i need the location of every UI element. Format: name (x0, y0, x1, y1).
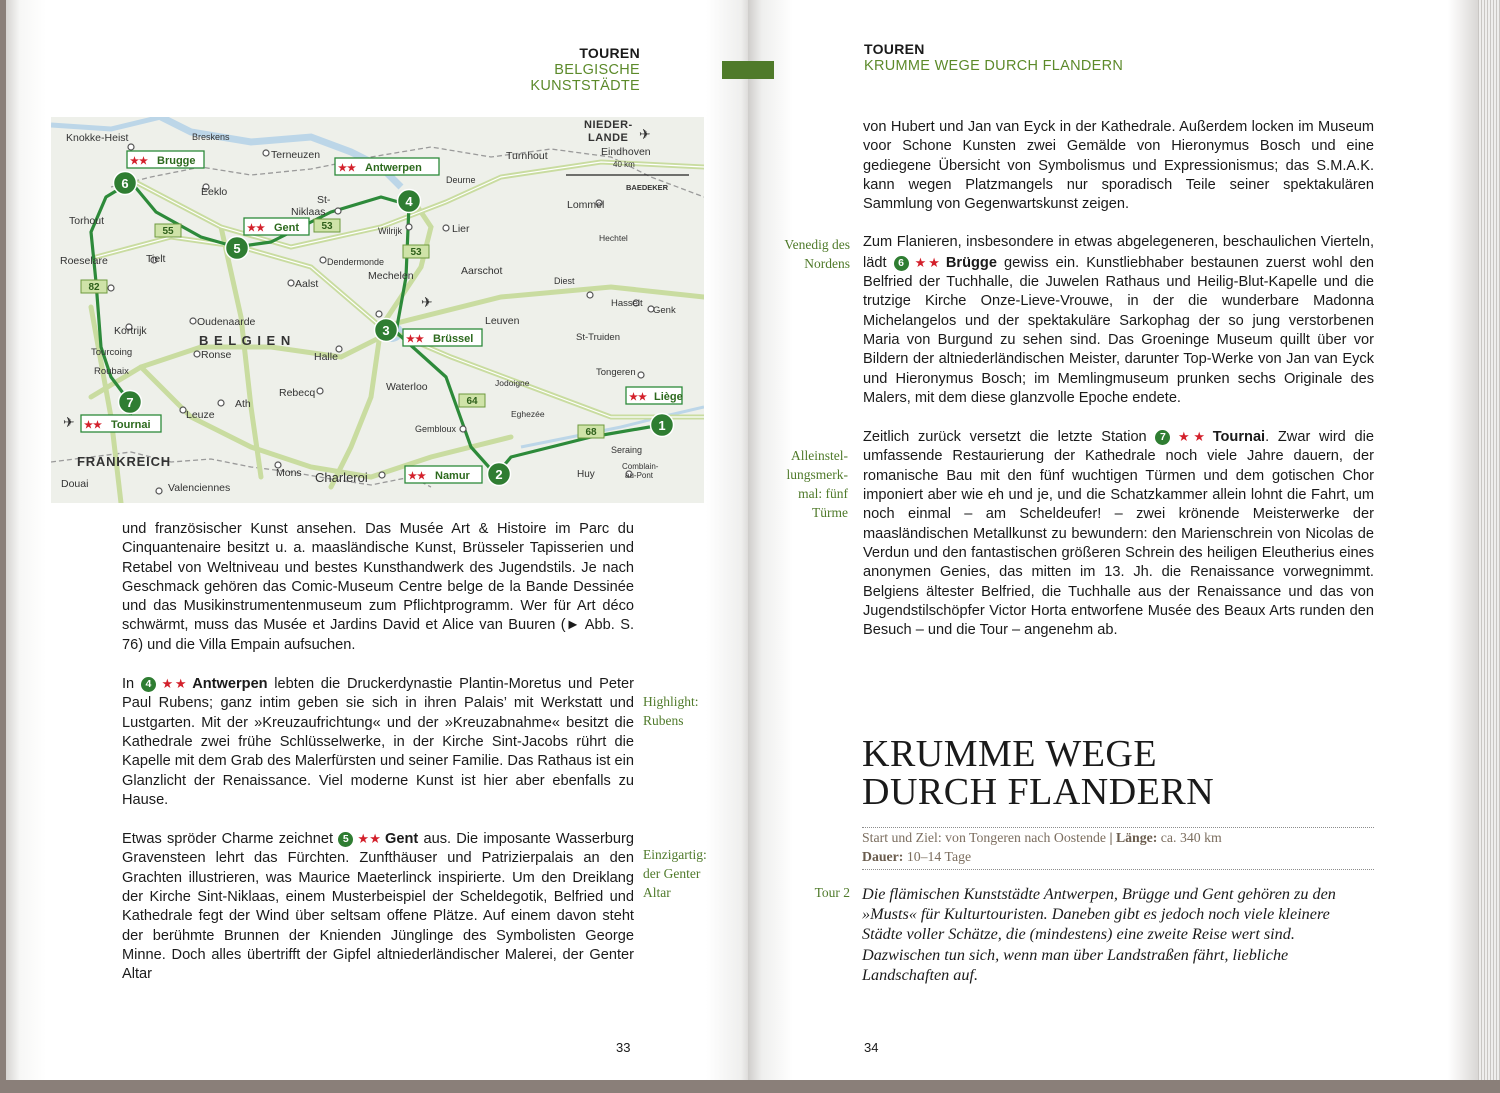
text-run: . Zwar wird die umfassende Restaurierung der Kathedrale noch viele Jahre dauern, der romanische Bau mit den fünf wuchtigen Türmen und dem gotischen Chor imponiert aber wie eh und je, und die Schatzkammer allein lohnt die Fahrt, um noch einmal – am Scheldeufer! – zwei krönende Meisterwerke der maasländischen Metallkunst zu bewundern: den Marienschrein von Nicolas de Verdun und den fantastischen größeren Schrein des heiligen Eleutherius eines anonymen Genies, das mitten im 13. Jh. die Renaissance vorwegnimmt. Belgiens ältester Belfried, die Tuchhalle aus der Renaissance und das von Jugendstilschöpfer Victor Horta entworfene Musée des Beaux Arts runden den Besuch – und die Tour – angenehm ab. (863, 429, 1374, 639)
paragraph: von Hubert und Jan van Eyck in der Kathedrale. Außerdem locken im Museum voor Schone Kunsten zwei Gemälde von Hieronymus Bosch und eine gediegene Übersicht von Symbolismus und Expressionismus; das S.M.A.K. kann wegen Platzmangels nur sporadisch Teile seiner spektakulären Sammlung von Gegenwartskunst zeigen. (863, 119, 1374, 213)
map-label: St- (317, 194, 331, 206)
map-label: Roeselare (60, 255, 108, 267)
map-label: Valenciennes (168, 482, 231, 494)
left-header-subtitle: BELGISCHE KUNSTSTÄDTE (530, 62, 640, 94)
map-label: Torhout (69, 215, 105, 227)
meta-label: Dauer: (862, 849, 904, 864)
right-header-section: TOUREN (864, 41, 925, 57)
map-star-label: ★★ (247, 223, 265, 234)
meta-value: 10–14 Tage (903, 849, 972, 864)
map-label: Eghezée (511, 409, 545, 419)
map-label: LANDE (588, 132, 629, 144)
left-body-text (122, 520, 634, 1004)
page-number: 34 (864, 1040, 879, 1055)
map-label: NIEDER- (584, 119, 633, 131)
road-shield-label: 68 (585, 427, 597, 438)
page-number: 33 (616, 1040, 631, 1055)
section-tab-marker (722, 61, 774, 79)
map-label: B E L G I E N (199, 333, 292, 348)
map-label: Waterloo (386, 381, 428, 393)
margin-note-line: Türme (812, 505, 848, 520)
margin-note-venedig (768, 235, 850, 273)
margin-note-line: Highlight: (643, 694, 699, 709)
stop-badge: 4 (141, 677, 156, 692)
left-header-section: TOUREN (579, 45, 640, 61)
map-star-label: ★★ (84, 420, 102, 431)
text-run: gewiss ein. Kunstliebhaber bestaunen zuerst wohl den Belfried der Tuchhalle, die Juwelen Rathaus und Heilig-Blut-Kapelle und die trutzige Kirche Onze-Lieve-Vrouwe, in der die wunderbare Madonna Michelangelos und der spektakuläre Sarkophag der so jung verstorbenen Maria von Burgund zu sehen sind. Das Groeninge Museum quillt über vor Bildern der altniederländischen Meister, darunter Top-Werke von Jan van Eyck und Hieronymus Bosch; im Memlingmuseum prunken sechs Originale des Malers, mit dem diese glanzvolle Epoche endete. (863, 254, 1374, 406)
map-star-label: ★★ (629, 392, 647, 403)
paragraph-gent (122, 829, 634, 984)
margin-note-einzigartig (643, 845, 707, 902)
road-shield-label: 82 (88, 282, 100, 293)
stop-number: 3 (382, 323, 390, 338)
margin-note-line: Einzigartig: (643, 847, 707, 862)
map-label: Namur (435, 470, 470, 482)
margin-note-line: Altar (643, 885, 671, 900)
paragraph-tournai (863, 427, 1374, 640)
meta-separator: | (1109, 830, 1113, 845)
book-cover-edge (0, 1080, 1500, 1093)
place-name: Brügge (945, 254, 997, 271)
place-name: Gent (385, 831, 419, 848)
map-label: Turnhout (506, 150, 548, 162)
right-body-text (863, 118, 1374, 659)
map-label: Huy (577, 469, 595, 480)
map-label: Eeklo (201, 186, 228, 198)
map-label: Leuven (485, 315, 520, 327)
place-name: Antwerpen (192, 676, 268, 693)
stop-number: 5 (233, 241, 241, 256)
map-label: Knokke-Heist (66, 132, 129, 144)
map-label: Wilrijk (378, 226, 402, 236)
divider (862, 869, 1374, 870)
map-label: Halle (314, 351, 338, 363)
map-label: FRANKREICH (77, 454, 171, 469)
stop-badge: 7 (1155, 430, 1170, 445)
stop-number: 2 (495, 467, 503, 482)
map-label: Eindhoven (601, 146, 651, 158)
map-star-label: ★★ (338, 163, 356, 174)
map-label: Kortrijk (114, 325, 147, 337)
right-page-header (864, 41, 1123, 74)
airport-icon: ✈ (421, 294, 433, 310)
margin-note-line: lungsmerk- (786, 467, 848, 482)
paragraph-antwerpen (122, 674, 634, 810)
tour-title-line: KRUMME WEGE (862, 733, 1158, 775)
map-label: Antwerpen (365, 162, 422, 174)
map-label: Jodoigne (495, 378, 530, 388)
map-label: Aarschot (461, 265, 503, 277)
map-label: Dendermonde (327, 257, 385, 267)
map-star-label: ★★ (408, 471, 426, 482)
margin-note-line: Nordens (804, 256, 850, 271)
tour-meta-duration (862, 849, 971, 865)
map-label: Lommel (567, 199, 605, 211)
map-label: Tourcoing (91, 347, 133, 358)
map-label: Brugge (157, 155, 196, 167)
airport-icon: ✈ (639, 126, 651, 142)
map-label: Diest (554, 276, 575, 286)
map-label: BAEDEKER (626, 183, 669, 192)
tour-intro: Die flämischen Kunststädte Antwerpen, Brügge und Gent gehören zu den »Musts« für Kulturtouristen. Daneben gibt es jedoch noch viele kleinere Städte voller Schätze, die (mindestens) eine zweite Reise wert sind. Dazwischen tun sich, wenn man über Landstraßen fährt, liebliche Landschaften auf. (862, 885, 1336, 984)
map-label: Seraing (611, 445, 643, 455)
map-label: Brüssel (433, 333, 474, 345)
map-label: Mons (276, 467, 302, 479)
map-label: Comblain- (622, 462, 659, 471)
tour-title-line: DURCH FLANDERN (862, 771, 1215, 813)
map-label: Lier (452, 223, 470, 235)
meta-value: von Tongeren nach Oostende (941, 830, 1110, 845)
star-rating: ★★ (158, 676, 189, 692)
airport-icon: ✈ (63, 414, 75, 430)
stop-badge: 5 (338, 832, 353, 847)
map-label: Ronse (201, 349, 232, 361)
margin-note-line: Alleinstel- (791, 448, 848, 463)
map-label: Rebecq (279, 387, 316, 399)
map-label: au-Pont (625, 471, 654, 480)
map-label: 40 km (613, 160, 635, 169)
map-label: Ath (235, 398, 251, 410)
right-header-subtitle: KRUMME WEGE DURCH FLANDERN (864, 58, 1124, 74)
margin-note-line: der Genter (643, 866, 701, 881)
margin-note-alleinstellung (768, 446, 848, 522)
map-label: Liège (654, 391, 683, 403)
road-shield-label: 55 (162, 226, 174, 237)
text-run: Etwas spröder Charme zeichnet (122, 831, 339, 848)
map-label: Oudenaarde (197, 316, 256, 328)
map-label: Leuze (186, 409, 215, 421)
map-label: Tielt (146, 253, 166, 265)
paragraph-brugge (863, 233, 1374, 408)
margin-note-tour: Tour 2 (814, 885, 850, 900)
star-rating: ★★ (1173, 429, 1209, 445)
text-run: aus. Die imposante Wasserburg Gravensteen lehrt das Fürchten. Zunfthäuser und Patrizierpalais an den Grachten illustrieren, was Maurice Maeterlinck inspirierte. Um den Dreiklang der Kirche Sint-Niklaas, einem Musterbeispiel der Scheldegotik, Belfried und Kathedrale fegt der Wind über seltsam offene Plätze. Auf einem davon steht der berühmte Brunnen der Knienden Jünglinge des Symbolisten George Minne. Doch alles übertrifft der Gipfel altniederländischer Malerei, der Genter Altar (122, 831, 635, 983)
stop-number: 4 (405, 194, 413, 209)
route-map (51, 117, 704, 503)
stop-number: 6 (121, 176, 129, 191)
tour-title (862, 735, 1214, 811)
meta-label: Länge: (1112, 830, 1158, 845)
left-page (0, 0, 748, 1082)
left-page-header (446, 45, 640, 94)
stop-badge: 6 (894, 256, 909, 271)
text-run: Zeitlich zurück versetzt die letzte Station (863, 429, 1156, 446)
map-label: Aalst (295, 278, 319, 290)
map-label: Genk (653, 305, 676, 316)
text-run: Zum Flanieren, insbesondere in etwas abgelegeneren, beschaulichen Vierteln, lädt (863, 234, 1374, 271)
road-shield-label: 53 (410, 247, 422, 258)
map-label: Hasselt (611, 298, 643, 309)
paragraph: und französischer Kunst ansehen. Das Musée Art & Histoire im Parc du Cinquantenaire besitzt u. a. maasländische Kunst, Brüsseler Tapisserien und Retabel von Weltniveau und bestes Kunsthandwerk des Jugendstils. Je nach Geschmack gehören das Comic-Museum Centre belge de la Bande Dessinée und das Musikinstrumentenmuseum zum Pflichtprogramm. Wer für Art déco schwärmt, muss das Musée et Jardins David et Alice van Buuren (► Abb. S. 76) und die Villa Empain aufsuchen. (122, 521, 634, 653)
text-run: In (122, 676, 141, 693)
map-label: Roubaix (94, 366, 129, 377)
map-label: Tongeren (596, 367, 636, 378)
map-label: Charleroi (315, 470, 368, 485)
margin-note-line: mal: fünf (798, 486, 848, 501)
map-label: Mechelen (368, 270, 414, 282)
place-name: Tournai (1212, 429, 1266, 446)
map-label: St-Truiden (576, 332, 620, 343)
map-label: Douai (61, 478, 89, 490)
map-star-label: ★★ (406, 334, 424, 345)
map-label: Hechtel (599, 233, 628, 243)
map-label: Gent (274, 222, 300, 234)
stop-number: 1 (658, 418, 666, 433)
map-label: Breskens (192, 132, 230, 142)
map-label: Niklaas (291, 206, 326, 218)
map-star-label: ★★ (130, 156, 148, 167)
meta-label: Start und Ziel: (862, 830, 942, 845)
margin-note-line: Rubens (643, 713, 684, 728)
map-label: Deurne (446, 175, 476, 185)
star-rating: ★★ (911, 254, 942, 270)
meta-value: ca. 340 km (1157, 830, 1222, 845)
star-rating: ★★ (356, 831, 382, 847)
margin-note-highlight (643, 692, 699, 730)
page-edge-stack (1478, 0, 1500, 1082)
road-shield-label: 53 (321, 221, 333, 232)
stop-number: 7 (126, 395, 134, 410)
map-label: Tournai (111, 419, 151, 431)
tour-meta-route (862, 830, 1222, 846)
map-label: Terneuzen (271, 149, 321, 161)
margin-note-line: Venedig des (784, 237, 850, 252)
divider (862, 827, 1374, 828)
road-shield-label: 64 (466, 396, 478, 407)
text-run: lebten die Druckerdynastie Plantin-Moretus und Peter Paul Rubens; ganz intim geben sie sich in ihren Palais’ mit Werkstatt und Lustgarten. Mit der »Kreuzaufrichtung« und der »Kreuzabnahme« besitzt die Kathedrale zwei frühe Schlüsselwerke, in der Kirche Sint-Jacobs rührt die Kapelle mit dem Grab des Malerfürsten und seiner Familie. Das Rathaus ist ein Glanzlicht der Renaissance. Viel moderne Kunst ist hier aber ebenfalls zu Hause. (122, 676, 634, 808)
map-label: Gembloux (415, 424, 457, 434)
